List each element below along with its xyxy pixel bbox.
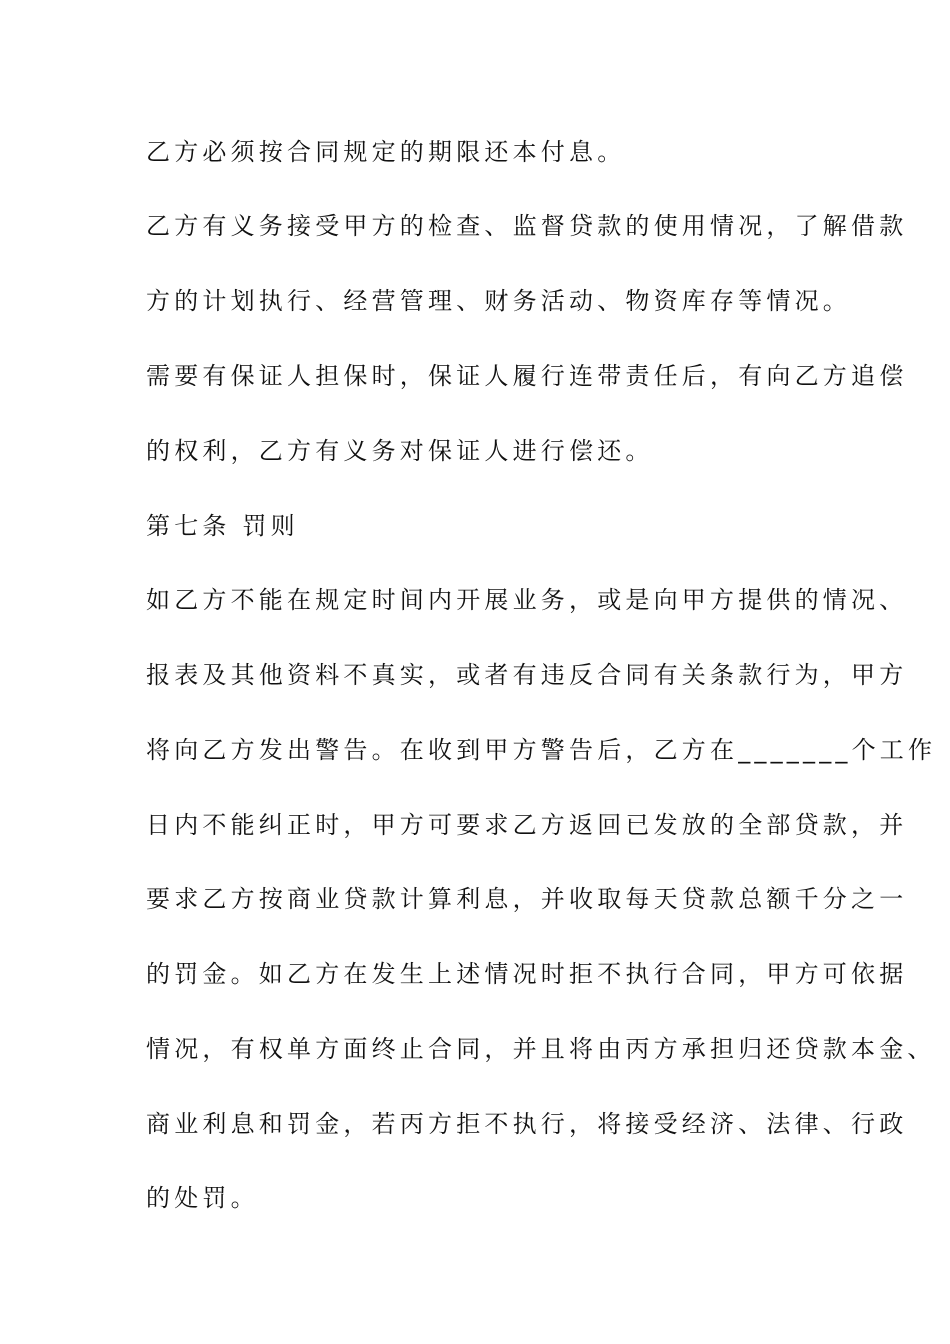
text-line-penalty-3: 将向乙方发出警告。在收到甲方警告后，乙方在_______个工作	[146, 736, 937, 764]
text-line-guarantor: 需要有保证人担保时，保证人履行连带责任后，有向乙方追偿	[146, 362, 908, 390]
text-line-penalty-8: 商业利息和罚金，若丙方拒不执行，将接受经济、法律、行政	[146, 1110, 908, 1138]
text-line-penalty-1: 如乙方不能在规定时间内开展业务，或是向甲方提供的情况、	[146, 586, 908, 614]
section-heading-penalty: 第七条 罚则	[146, 512, 299, 540]
text-line-repayment: 乙方必须按合同规定的期限还本付息。	[146, 138, 626, 166]
text-line-penalty-9: 的处罚。	[146, 1184, 259, 1212]
text-line-penalty-6: 的罚金。如乙方在发生上述情况时拒不执行合同，甲方可依据	[146, 960, 908, 988]
text-line-penalty-5: 要求乙方按商业贷款计算利息，并收取每天贷款总额千分之一	[146, 885, 908, 913]
text-line-guarantor-cont: 的权利，乙方有义务对保证人进行偿还。	[146, 437, 654, 465]
text-line-inspection-cont: 方的计划执行、经营管理、财务活动、物资库存等情况。	[146, 287, 851, 315]
text-line-inspection: 乙方有义务接受甲方的检查、监督贷款的使用情况，了解借款	[146, 212, 908, 240]
text-line-penalty-2: 报表及其他资料不真实，或者有违反合同有关条款行为，甲方	[146, 661, 908, 689]
text-line-penalty-7: 情况，有权单方面终止合同，并且将由丙方承担归还贷款本金、	[146, 1035, 936, 1063]
text-line-penalty-4: 日内不能纠正时，甲方可要求乙方返回已发放的全部贷款，并	[146, 811, 908, 839]
